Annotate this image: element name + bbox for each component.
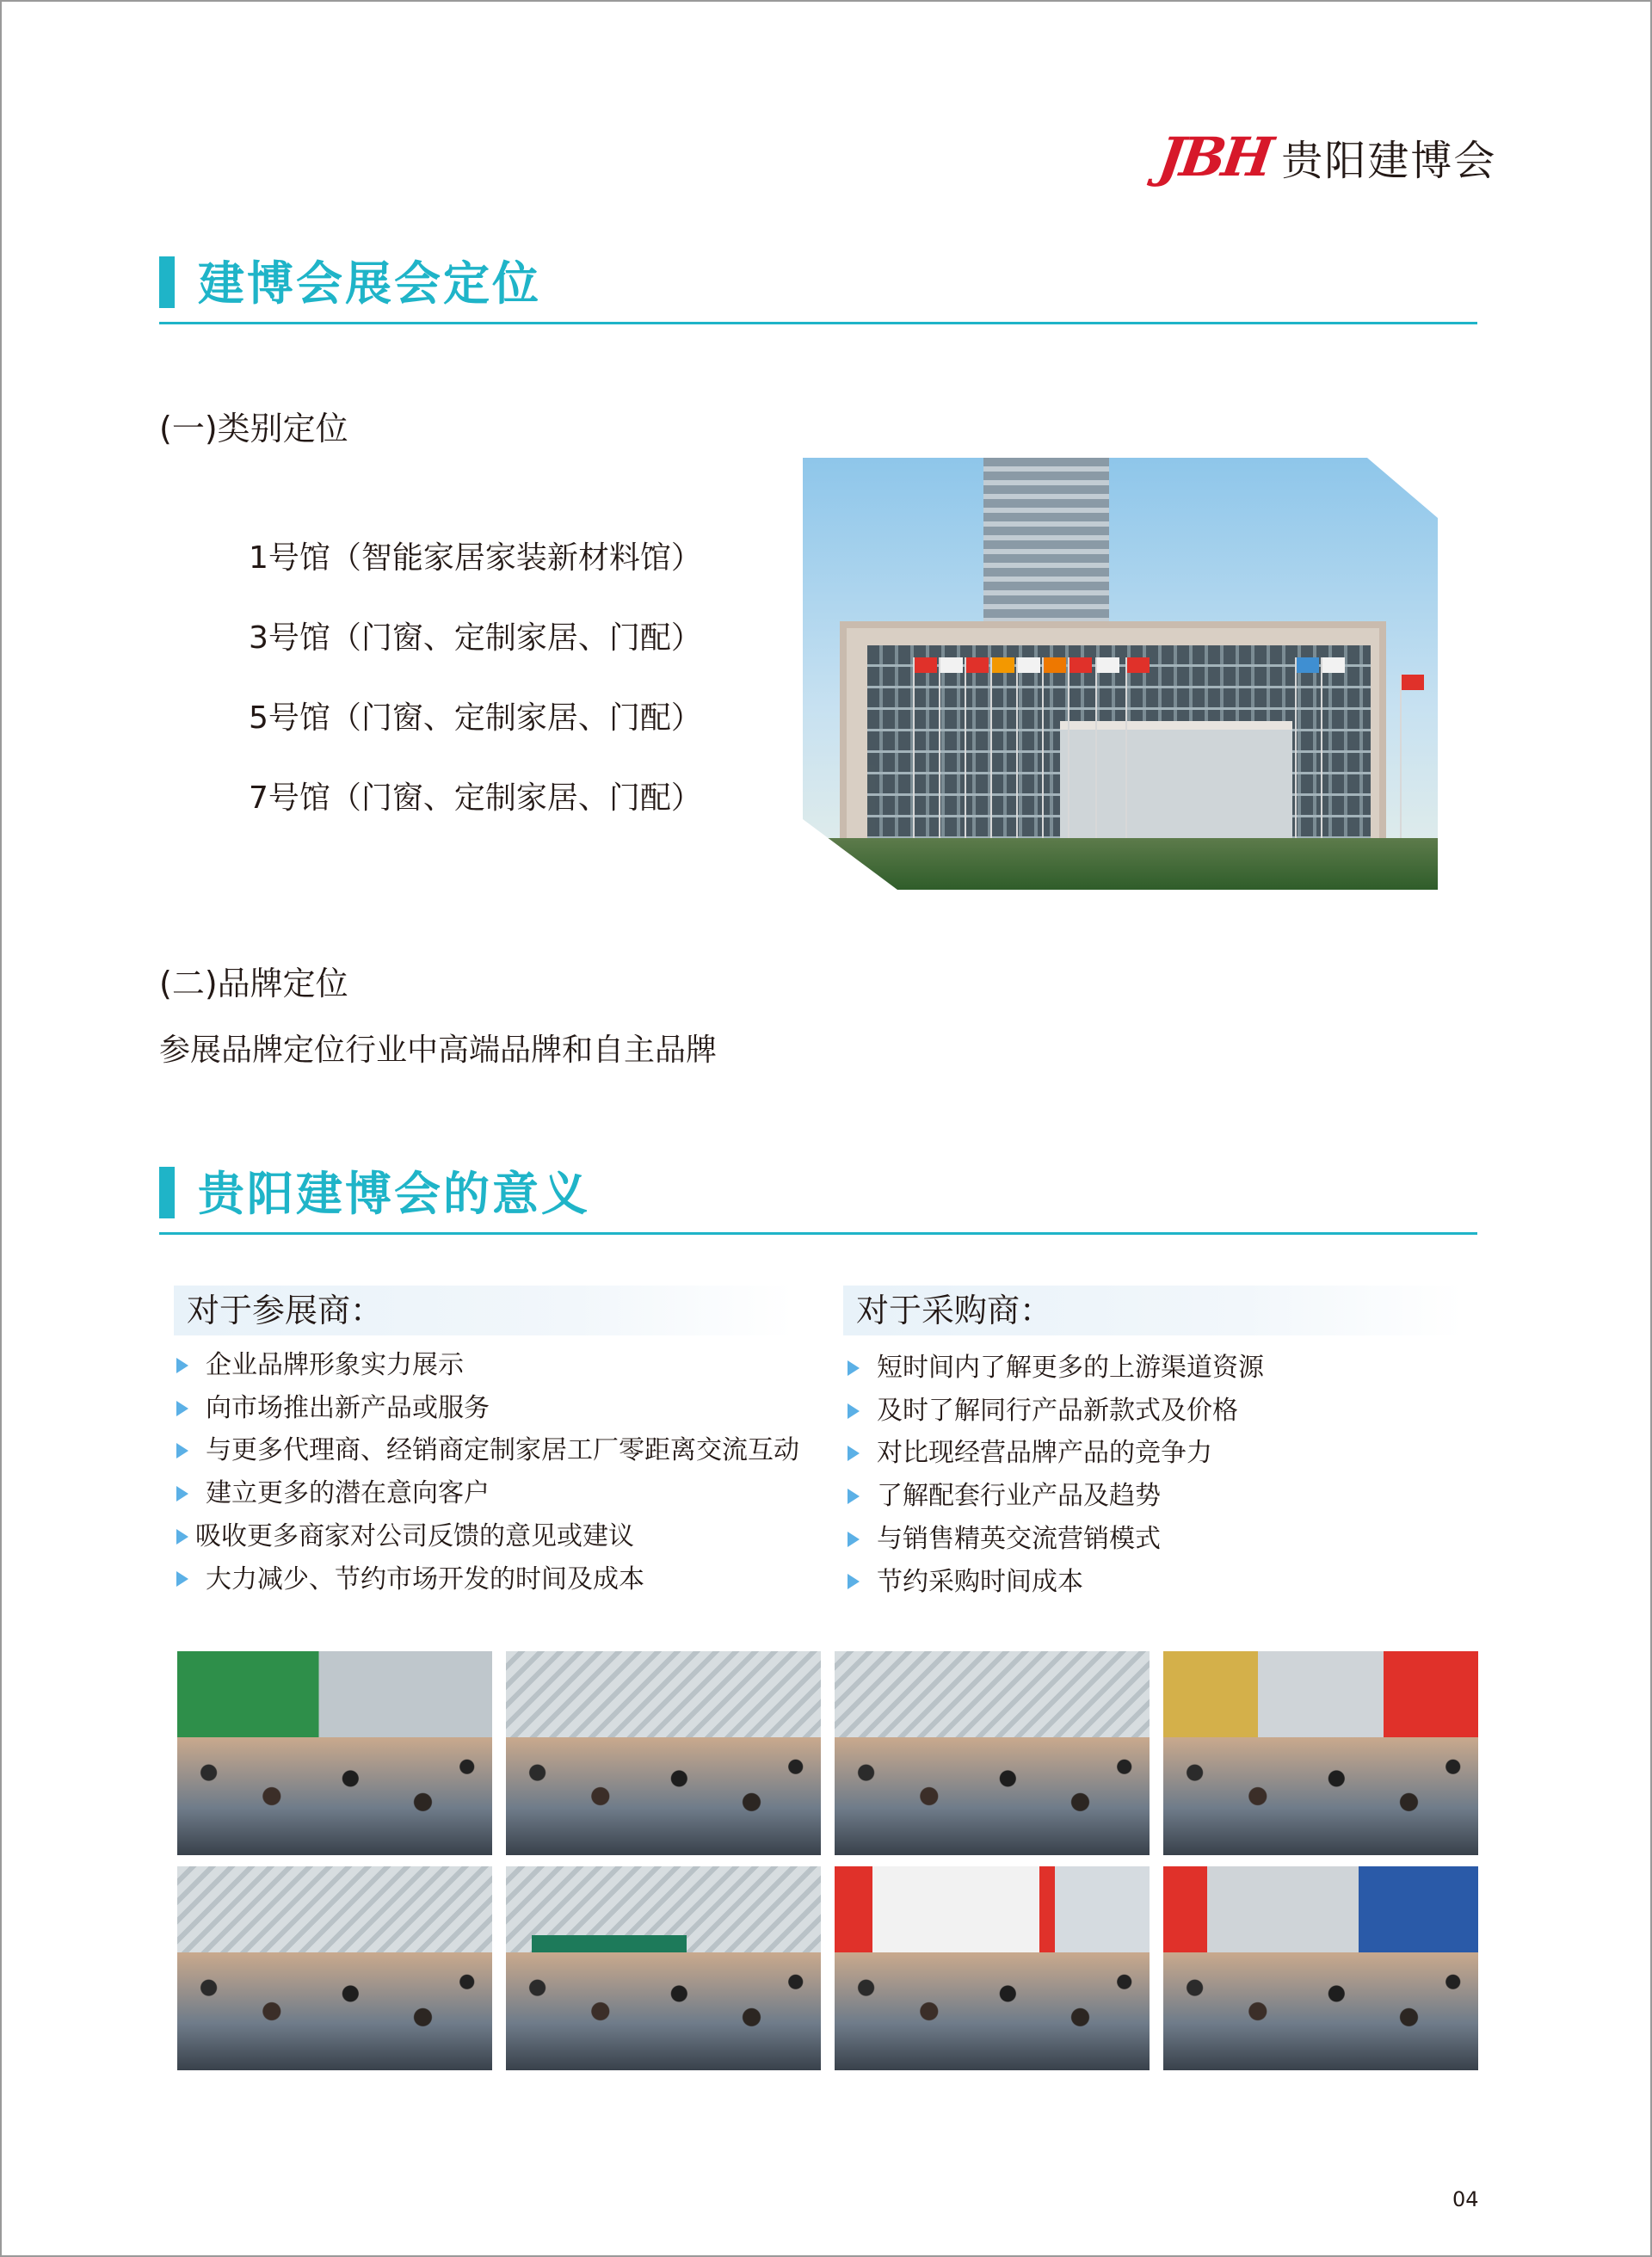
crowd [177, 1952, 492, 2070]
section-accent-bar [159, 256, 175, 308]
list-item [176, 1344, 799, 1387]
brand-header [1154, 122, 1497, 191]
hall-item: 7号馆（门窗、定制家居、门配） [249, 780, 702, 816]
flag-pole [1042, 657, 1044, 855]
crowd [1163, 1952, 1478, 2070]
flag-pole [1295, 657, 1297, 855]
flag [966, 657, 989, 673]
section-title: 贵阳建博会的意义 [198, 1167, 590, 1221]
flag [1402, 675, 1424, 690]
exhibition-crowd-photo [835, 1651, 1150, 1855]
flag-pole [1400, 675, 1402, 855]
triangle-bullet-icon [176, 1401, 188, 1416]
triangle-bullet-icon [176, 1529, 188, 1545]
exhibition-crowd-photo [177, 1866, 492, 2070]
landscaped-ground [803, 838, 1438, 890]
page-number: 04 [1452, 2187, 1479, 2211]
buyers-list [848, 1347, 1264, 1603]
exhibition-crowd-photo [835, 1866, 1150, 2070]
flag-pole [939, 657, 940, 855]
list-item-text: 与更多代理商、经销商定制家居工厂零距离交流互动 [206, 1435, 799, 1466]
buyers-heading: 对于采购商： [843, 1286, 1463, 1335]
section-heading-positioning [159, 250, 1477, 318]
brand-name: 贵阳建博会 [1281, 136, 1497, 185]
section-rule [159, 1232, 1477, 1235]
list-item-text: 向市场推出新产品或服务 [206, 1392, 490, 1423]
list-item [176, 1387, 799, 1430]
section-title: 建博会展会定位 [198, 256, 541, 311]
flag [915, 657, 937, 673]
triangle-bullet-icon [176, 1571, 188, 1587]
list-item-text: 企业品牌形象实力展示 [206, 1350, 464, 1380]
booth-sign [835, 1866, 1150, 1952]
flag-pole [1125, 657, 1127, 855]
list-item-text: 与销售精英交流营销模式 [877, 1523, 1161, 1554]
brand-positioning-text: 参展品牌定位行业中高端品牌和自主品牌 [159, 1033, 718, 1068]
list-item [176, 1515, 799, 1558]
list-item-text: 建立更多的潜在意向客户 [206, 1478, 490, 1509]
list-item [848, 1475, 1264, 1518]
triangle-bullet-icon [176, 1486, 188, 1502]
flag [1018, 657, 1040, 673]
list-item-text: 节约采购时间成本 [877, 1566, 1083, 1597]
triangle-bullet-icon [848, 1446, 860, 1461]
exhibitors-list [176, 1344, 799, 1600]
list-item [848, 1390, 1264, 1433]
flag-pole [1016, 657, 1018, 855]
brand-heading: (二)品牌定位 [159, 965, 348, 1002]
triangle-bullet-icon [176, 1443, 188, 1458]
flag-pole [1321, 657, 1322, 855]
hall-ceiling [177, 1866, 492, 1952]
flag-pole [1068, 657, 1069, 855]
flag [1322, 657, 1345, 673]
hall-ceiling [506, 1651, 821, 1737]
triangle-bullet-icon [848, 1574, 860, 1589]
booth-sign [1163, 1651, 1478, 1737]
list-item-text: 及时了解同行产品新款式及价格 [877, 1395, 1238, 1426]
section-heading-significance [159, 1160, 1477, 1229]
triangle-bullet-icon [848, 1489, 860, 1504]
building-tower [983, 458, 1109, 638]
list-item-text: 吸收更多商家对公司反馈的意见或建议 [195, 1520, 634, 1551]
booth-sign [177, 1651, 492, 1737]
flag-pole [965, 657, 966, 855]
crowd [506, 1952, 821, 2070]
exhibition-photo-gallery [177, 1651, 1478, 2071]
jbh-logo: JBH [1154, 125, 1274, 188]
flag [940, 657, 963, 673]
flag [1044, 657, 1066, 673]
hall-ceiling [835, 1651, 1150, 1737]
flag-pole [913, 657, 915, 855]
list-item-text: 短时间内了解更多的上游渠道资源 [877, 1353, 1264, 1383]
list-item [176, 1429, 799, 1472]
list-item-text: 对比现经营品牌产品的竞争力 [877, 1438, 1212, 1469]
crowd [506, 1737, 821, 1855]
section-accent-bar [159, 1167, 175, 1218]
crowd [835, 1952, 1150, 2070]
category-heading: (一)类别定位 [159, 410, 348, 447]
triangle-bullet-icon [848, 1360, 860, 1376]
list-item-text: 了解配套行业产品及趋势 [877, 1481, 1161, 1512]
section-rule [159, 322, 1477, 324]
exhibition-center-photo [803, 458, 1438, 890]
triangle-bullet-icon [848, 1403, 860, 1419]
crowd [835, 1737, 1150, 1855]
list-item [848, 1347, 1264, 1390]
flag-pole [990, 657, 992, 855]
hall-item: 1号馆（智能家居家装新材料馆） [249, 540, 702, 576]
triangle-bullet-icon [848, 1532, 860, 1547]
flag [1097, 657, 1119, 673]
flag [1069, 657, 1092, 673]
flag [1297, 657, 1319, 673]
list-item [848, 1518, 1264, 1561]
crowd [1163, 1737, 1478, 1855]
triangle-bullet-icon [176, 1358, 188, 1373]
booth-sign [1163, 1866, 1478, 1952]
hall-item: 5号馆（门窗、定制家居、门配） [249, 700, 702, 736]
list-item-text: 大力减少、节约市场开发的时间及成本 [206, 1563, 644, 1594]
flag [1127, 657, 1150, 673]
exhibition-crowd-photo [177, 1651, 492, 1855]
exhibition-crowd-photo [1163, 1651, 1478, 1855]
exhibition-crowd-photo [506, 1651, 821, 1855]
exhibition-crowd-photo [506, 1866, 821, 2070]
crowd [177, 1737, 492, 1855]
hall-item: 3号馆（门窗、定制家居、门配） [249, 620, 702, 656]
list-item [848, 1432, 1264, 1475]
hall-list [249, 518, 702, 838]
flag-pole [1095, 657, 1097, 855]
exhibitors-heading: 对于参展商： [174, 1286, 793, 1335]
list-item [176, 1472, 799, 1515]
list-item [176, 1558, 799, 1601]
flag [992, 657, 1014, 673]
exhibition-crowd-photo [1163, 1866, 1478, 2070]
list-item [848, 1561, 1264, 1604]
